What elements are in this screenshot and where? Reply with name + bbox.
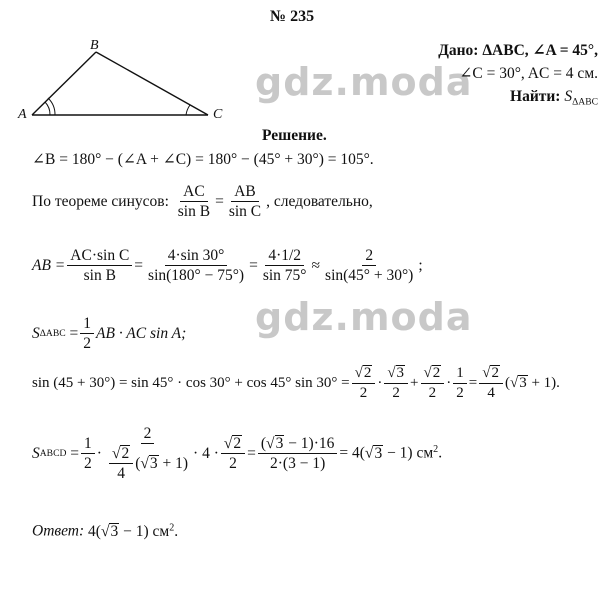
sine-frac-1-den: sin B <box>177 203 211 221</box>
triangle-figure <box>0 35 240 130</box>
sin-tail: (√3 + 1). <box>504 374 560 391</box>
sine-frac-2-den: sin C <box>228 203 262 221</box>
sabcd-half <box>81 435 95 472</box>
given-line-1 <box>438 40 598 60</box>
given-line-2: ∠C = 30°, AC = 4 см. <box>459 65 598 82</box>
area-half-num: 1 <box>80 315 94 334</box>
ab-equation <box>32 247 423 284</box>
find-line <box>510 88 598 107</box>
sabcd-big-den: 2·(3 − 1) <box>270 455 326 473</box>
sabcd-mid: · 4 · <box>193 444 219 462</box>
ab-frac-2-num: 4·sin 30° <box>165 247 228 266</box>
find-sub: ΔABC <box>572 96 598 108</box>
sin-frac-a-den: 2 <box>359 384 368 401</box>
sabcd-sub: ABCD <box>39 448 67 460</box>
sabcd-half-num: 1 <box>81 435 95 454</box>
side-bc <box>96 52 208 115</box>
sin-frac-d <box>453 365 467 401</box>
sin-frac-c-num: √2 <box>421 365 445 384</box>
angle-b-line: ∠B = 180° − (∠A + ∠C) = 180° − (45° + 30°) = 105°. <box>32 151 374 168</box>
sin-eq: = <box>468 374 478 391</box>
area-formula <box>32 315 186 352</box>
ab-approx: ≈ <box>311 256 321 274</box>
sine-eq: = <box>215 192 224 210</box>
ab-frac-2 <box>145 247 247 284</box>
ab-eq-2: = <box>249 256 258 274</box>
find-label: Найти: <box>510 88 565 105</box>
area-eq: = <box>69 324 79 342</box>
answer-line <box>32 522 178 541</box>
sabcd-equation <box>32 425 442 482</box>
sine-law-prefix: По теореме синусов: <box>32 192 169 210</box>
sin-frac-b-den: 2 <box>392 384 400 401</box>
sin-dot-1: · <box>377 374 383 391</box>
sin-frac-e <box>479 365 503 401</box>
ab-lhs: AB = <box>32 256 66 274</box>
sin-frac-c <box>421 365 445 401</box>
angle-c-arc <box>186 105 190 115</box>
sin-sum-lhs: sin (45 + 30°) = sin 45° · cos 30° + cos 45° sin 30° = <box>32 374 350 391</box>
sabcd-s: S <box>32 444 40 462</box>
ab-frac-1-den: sin B <box>83 267 116 285</box>
watermark-top: gdz.moda <box>255 60 473 104</box>
sin-frac-c-den: 2 <box>428 384 437 401</box>
angle-a-arc-2 <box>48 98 55 115</box>
vertex-label-a: A <box>18 107 27 122</box>
ab-end: ; <box>418 256 423 274</box>
sabcd-inner-den: 4 <box>117 465 125 483</box>
ab-eq-1: = <box>134 256 144 274</box>
sabcd-eq-2: = <box>247 444 256 462</box>
vertex-label-c: C <box>213 107 223 122</box>
sin-frac-d-num: 1 <box>453 365 467 384</box>
problem-number: № 235 <box>270 8 315 25</box>
sin-plus: + <box>410 374 419 391</box>
sabcd-dot: · <box>96 444 102 462</box>
sine-frac-2 <box>226 183 264 220</box>
sabcd-inner-tail: (√3 + 1) <box>135 455 189 473</box>
sin-frac-d-den: 2 <box>456 384 464 401</box>
solution-title: Решение. <box>262 127 327 144</box>
angle-a-arc-1 <box>45 102 50 115</box>
sin-frac-b <box>384 365 408 401</box>
sabcd-inner-num: √2 <box>109 445 133 464</box>
watermark-middle: gdz.moda <box>255 295 473 339</box>
area-half-den: 2 <box>83 335 92 353</box>
ab-frac-4-num: 2 <box>362 247 376 266</box>
answer-label: Ответ: <box>32 522 85 540</box>
ab-frac-3 <box>260 247 310 284</box>
sin-dot-2: · <box>446 374 452 391</box>
ab-frac-3-den: sin 75° <box>262 267 307 285</box>
sin-frac-a-num: √2 <box>352 365 376 384</box>
vertex-label-b: B <box>90 38 99 53</box>
sabcd-r-frac <box>221 435 245 472</box>
side-ab <box>32 52 96 115</box>
ab-frac-1-num: AC·sin C <box>67 247 132 266</box>
sine-frac-1 <box>175 183 213 220</box>
area-rest: AB · AC sin A; <box>96 324 187 342</box>
area-sub: ΔABC <box>39 328 66 340</box>
sin-frac-e-num: √2 <box>479 365 503 384</box>
area-s: S <box>32 324 40 342</box>
sine-law-suffix: , следовательно, <box>266 192 373 210</box>
sabcd-result: = 4(√3 − 1) $см^2$. <box>339 444 443 462</box>
sabcd-big-frac <box>258 435 338 472</box>
sabcd-inner-frac <box>109 445 133 482</box>
sabcd-r-num: √2 <box>221 435 245 454</box>
sabcd-half-den: 2 <box>84 455 92 473</box>
ab-frac-3-num: 4·1/2 <box>265 247 304 266</box>
sin-sum-line <box>32 365 560 401</box>
sine-frac-2-num: AB <box>231 183 259 202</box>
answer-value: 4(√3 − 1) $см^2$. <box>84 522 179 540</box>
sin-frac-a <box>352 365 376 401</box>
ab-frac-1 <box>67 247 132 284</box>
sabcd-main-num: 2 <box>141 425 155 444</box>
given-text-1: Дано: ΔABC, ∠A = 45°, <box>438 42 598 59</box>
sin-frac-e-den: 4 <box>487 384 495 401</box>
ab-frac-2-den: sin(180° − 75°) <box>148 267 245 285</box>
sine-frac-1-num: AC <box>180 183 208 202</box>
sabcd-big-num: (√3 − 1)·16 <box>258 435 338 454</box>
ab-frac-4-den: sin(45° + 30°) <box>325 267 414 285</box>
sabcd-r-den: 2 <box>229 455 237 473</box>
sabcd-main-den <box>104 444 191 482</box>
find-value: S <box>564 88 573 105</box>
sabcd-eq-1: = <box>70 444 80 462</box>
sine-law-line <box>32 183 373 220</box>
sabcd-main-frac <box>104 425 191 482</box>
area-half <box>80 315 94 352</box>
ab-frac-4 <box>322 247 416 284</box>
sin-frac-b-num: √3 <box>384 365 408 384</box>
